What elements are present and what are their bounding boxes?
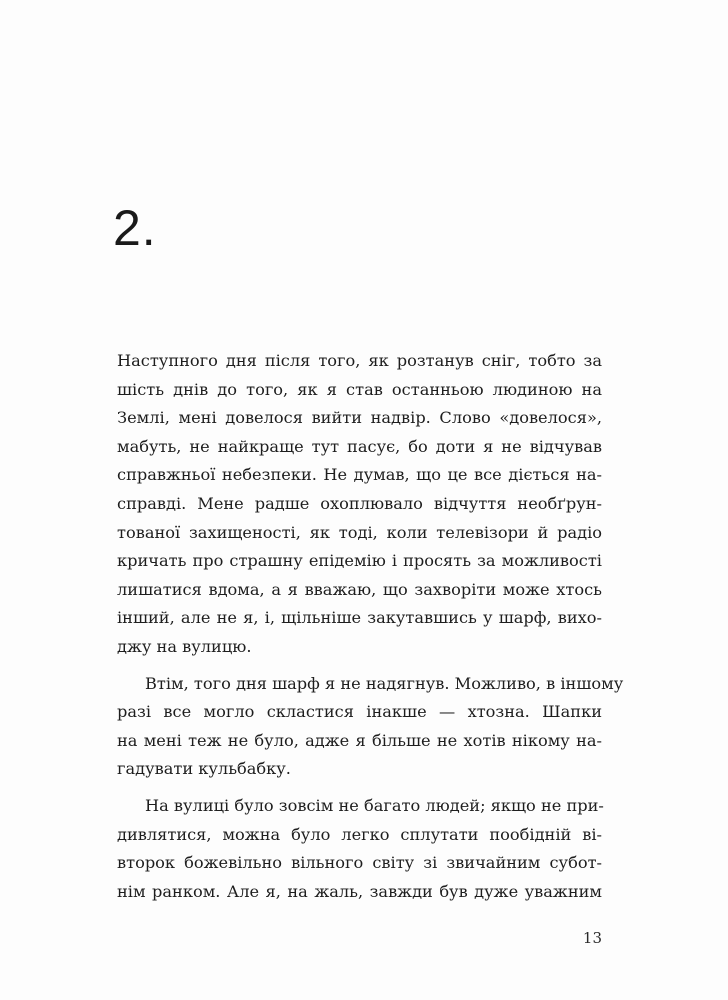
- text-line: справді. Мене радше охоплювало відчуття необґрун-: [117, 493, 602, 513]
- text-line: нім ранком. Але я, на жаль, завжди був дуже уважним: [117, 881, 602, 901]
- text-line: Наступного дня після того, як розтанув сніг, тобто за: [117, 351, 602, 370]
- paragraph: [117, 347, 602, 662]
- text-line: інший, але не я, і, щільніше закутавшись у шарф, вихо-: [117, 608, 602, 628]
- text-line: джу на вулицю.: [117, 636, 252, 656]
- text-line: Землі, мені довелося вийти надвір. Слово «довелося»,: [117, 408, 602, 428]
- text-line: Втім, того дня шарф я не надягнув. Можливо, в іншому: [145, 673, 624, 693]
- text-line: второк божевільно вільного світу зі звичайним субот-: [117, 853, 602, 873]
- text-line: на мені теж не було, адже я більше не хотів нікому на-: [117, 730, 602, 750]
- text-line: гадувати кульбабку.: [117, 759, 291, 779]
- paragraph: [117, 792, 602, 906]
- text-line: кричать про страшну епідемію і просять за можливості: [117, 551, 602, 571]
- chapter-number: 2.: [113, 200, 157, 256]
- paragraph-gap: [117, 784, 602, 792]
- text-line: мабуть, не найкраще тут пасує, бо доти я не відчував: [117, 436, 602, 456]
- body-text: [117, 347, 624, 906]
- text-line: лишатися вдома, а я вважаю, що захворіти може хтось: [117, 579, 602, 599]
- paragraph-gap: [117, 662, 602, 670]
- text-line: разі все могло скластися інакше — хтозна. Шапки: [117, 702, 602, 722]
- text-line: шість днів до того, як я став останньою людиною на: [117, 379, 602, 399]
- paragraph: [117, 670, 624, 784]
- text-line: дивлятися, можна було легко сплутати пообідній ві-: [117, 824, 602, 844]
- text-line: тованої захищеності, як тоді, коли телевізори й радіо: [117, 522, 602, 542]
- text-line: справжньої небезпеки. Не думав, що це все діється на-: [117, 465, 602, 485]
- text-line: На вулиці було зовсім не багато людей; якщо не при-: [145, 795, 604, 815]
- page-number: 13: [582, 929, 602, 947]
